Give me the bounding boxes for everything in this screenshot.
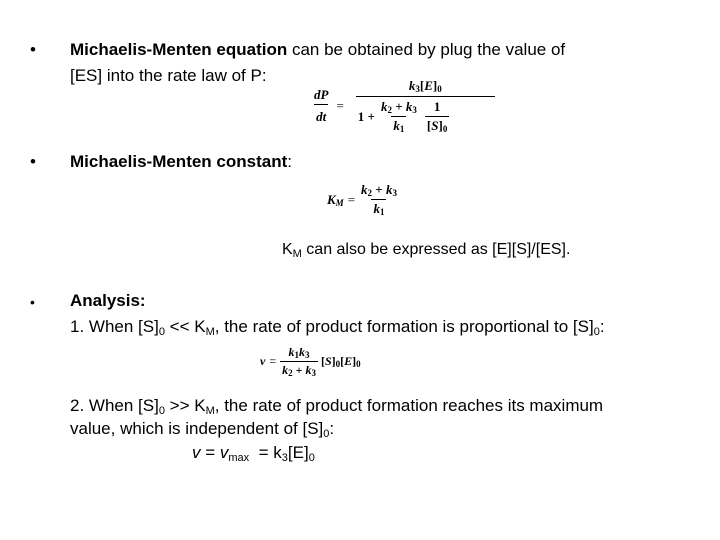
outer-fraction: $\frac{1}{[S]_0}$ bbox=[426, 99, 448, 134]
inner-fraction: $\frac{k_2 + k_3}{k_1}$ bbox=[380, 99, 417, 134]
mm-constant-term: Michaelis-Menten constant bbox=[70, 152, 288, 171]
analysis-term: Analysis: bbox=[70, 291, 146, 310]
low-substrate-equation: v = $\frac{k_1k_3}{k_2 + k_3}$ $[S]_0[E]_0$ bbox=[260, 345, 361, 378]
km-note bbox=[282, 238, 570, 262]
mm-equation-line1 bbox=[70, 38, 565, 62]
main-fraction: $k_3[E]_0$ 1 + $\frac{k_2 + k_3}{k_1}$ $\frac{1}{[S]_0}$ bbox=[356, 78, 495, 134]
mm-constant-colon: : bbox=[287, 152, 292, 171]
analysis-item-1: 1. When $[S]_0 << K_M$, the rate of product formation is proportional to $[S]_0$: bbox=[70, 317, 605, 338]
analysis-heading bbox=[70, 289, 146, 313]
bullet-marker: • bbox=[30, 152, 36, 171]
analysis-item-2-line2: value, which is independent of $[S]_0$: bbox=[70, 419, 335, 440]
mm-equation-line2: [ES] into the rate law of P: bbox=[70, 66, 267, 85]
bullet-marker: • bbox=[30, 294, 35, 310]
analysis-item-2: 2. When $[S]_0 >> K_M$, the rate of product formation reaches its maximum bbox=[70, 396, 604, 417]
km-note-rest: can also be expressed as [E][S]/[ES]. bbox=[301, 241, 571, 258]
bullet-marker: • bbox=[30, 40, 36, 59]
km-note-k: K bbox=[282, 241, 293, 258]
equals-sign: = bbox=[336, 98, 344, 113]
km-equation: $K_M$ = $\frac{k_2 + k_3}{k_1}$ bbox=[327, 182, 397, 217]
vmax-equation: $v = v_{max} = k_3[E]_0$ bbox=[192, 443, 315, 464]
mm-constant-line bbox=[70, 150, 292, 174]
km-note-sub: M bbox=[292, 248, 302, 260]
lhs-fraction: $\frac{dP}{dt}$ bbox=[314, 87, 329, 124]
rate-law-equation bbox=[312, 78, 495, 134]
mm-equation-term: Michaelis-Menten equation bbox=[70, 40, 288, 59]
mm-equation-desc: can be obtained by plug the value of bbox=[287, 40, 566, 59]
